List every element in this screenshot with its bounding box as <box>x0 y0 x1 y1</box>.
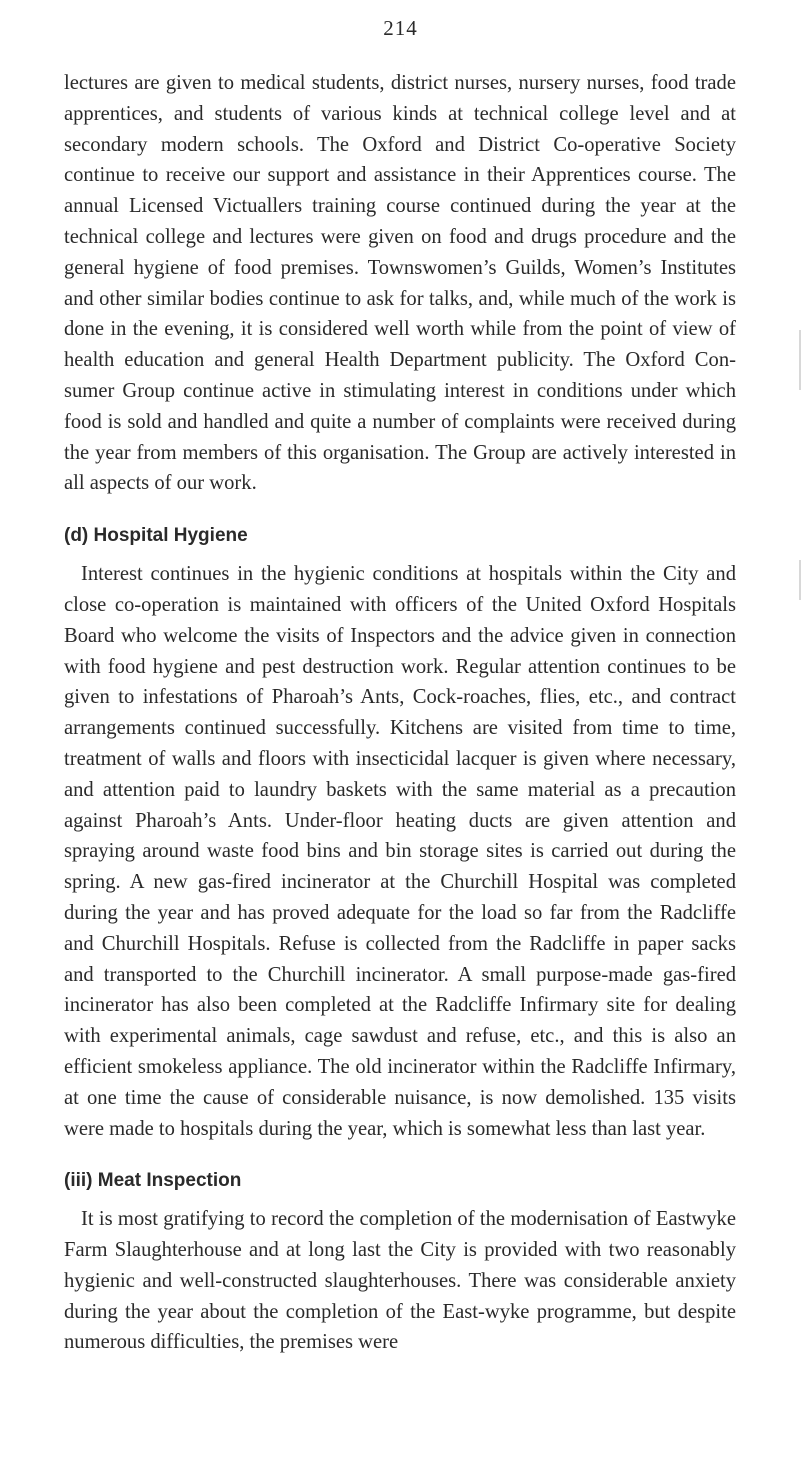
intro-paragraph: lectures are given to medical students, district nurses, nursery nurses, food trade apprentices, and students of various kinds at technical college level and at secondary modern schools. The Oxford and District Co-operative Society continue to receive our support and assistance in their Apprentices course. The annual Licensed Victuallers training course continued during the year at the technical college and lectures were given on food and drugs procedure and the general hygiene of food premises. Townswomen’s Guilds, Women’s Institutes and other similar bodies continue to ask for talks, and, while much of the work is done in the evening, it is considered well worth while from the point of view of health education and general Health Department publicity. The Oxford Con-sumer Group continue active in stimulating interest in conditions under which food is sold and handled and quite a number of complaints were received during the year from members of this organisation. The Group are actively interested in all aspects of our work. <box>64 72 736 495</box>
meat-inspection-heading: (iii) Meat Inspection <box>64 1170 242 1192</box>
page-number: 214 <box>383 16 418 40</box>
hospital-hygiene-paragraph: Interest continues in the hygienic conditions at hospitals within the City and close co-operation is maintained with officers of the United Oxford Hospitals Board who welcome the visits of Inspectors and the advice given in connection with food hygiene and pest destruction work. Regular attention continues to be given to infestations of Pharoah’s Ants, Cock-roaches, flies, etc., and contract arrangements continued successfully. Kitchens are visited from time to time, treatment of walls and floors with insecticidal lacquer is given where necessary, and attention paid to laundry baskets with the same material as a precaution against Pharoah’s Ants. Under-floor heating ducts are given attention and spraying around waste food bins and bin storage sites is carried out during the spring. A new gas-fired incinerator at the Churchill Hospital was completed during the year and has proved adequate for the load so far from the Radcliffe and Churchill Hospitals. Refuse is collected from the Radcliffe in paper sacks and transported to the Churchill incinerator. A small purpose-made gas-fired incinerator has also been completed at the Radcliffe Infirmary site for dealing with experimental animals, cage sawdust and refuse, etc., and this is also an efficient smokeless appliance. The old incinerator within the Radcliffe Infirmary, at one time the cause of considerable nuisance, is now demolished. 135 visits were made to hospitals during the year, which is somewhat less than last year. <box>64 563 736 1140</box>
hospital-hygiene-heading: (d) Hospital Hygiene <box>64 525 248 547</box>
page-body <box>64 68 736 1358</box>
meat-inspection-paragraph: It is most gratifying to record the completion of the modernisation of Eastwyke Farm Slaughterhouse and at long last the City is provided with two reasonably hygienic and well-constructed slaughterhouses. There was considerable anxiety during the year about the completion of the East-wyke programme, but despite numerous difficulties, the premises were <box>64 1208 736 1354</box>
